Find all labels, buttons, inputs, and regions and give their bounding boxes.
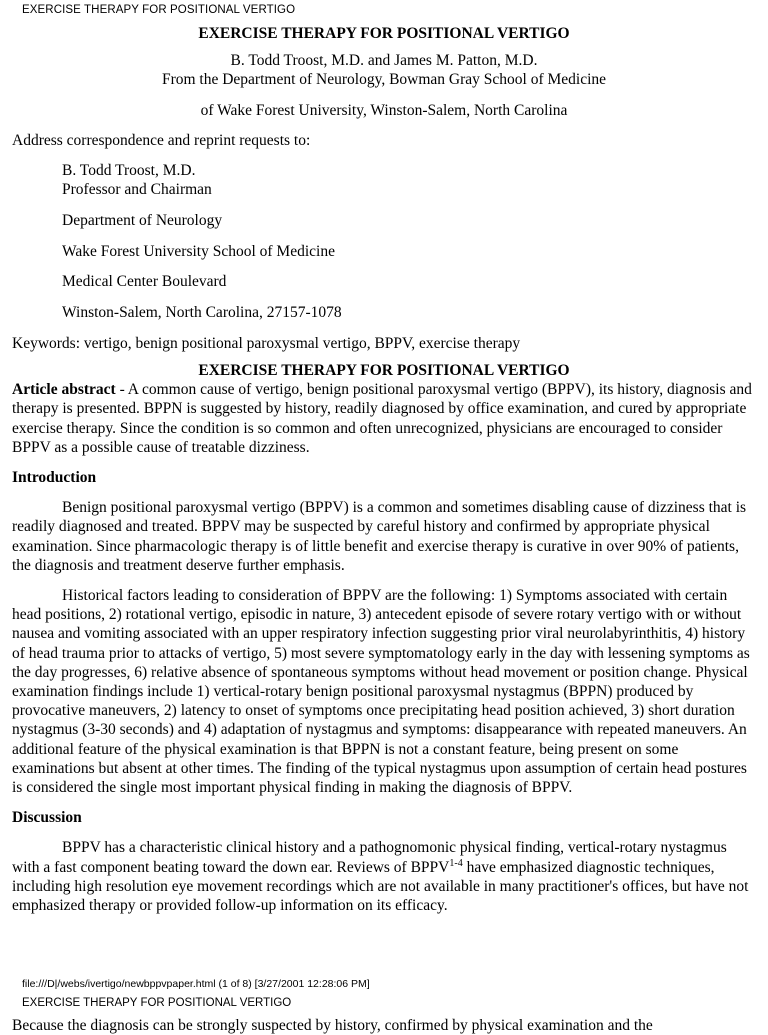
- abstract-text: - A common cause of vertigo, benign positional paroxysmal vertigo (BPPV), its history, diagnosis and therapy is presented. BPPN is suggested by history, readily diagnosed by office examination, and cured by appropriate exercise therapy. Since the condition is so common and often unrecognized, physicians are encouraged to consider BPPV as a possible cause of treatable dizziness.: [12, 381, 752, 456]
- address-department: Department of Neurology: [62, 211, 223, 229]
- discussion-text-before-citation: BPPV has a characteristic clinical history and a pathognomonic physical finding, vertical-rotary nystagmus with a fast component beating toward the down ear. Reviews of BPPV: [12, 839, 727, 876]
- keywords-line: Keywords: vertigo, benign positional paroxysmal vertigo, BPPV, exercise therapy: [12, 334, 521, 352]
- page-footer-source: file:///D|/webs/ivertigo/newbppvpaper.html (1 of 8) [3/27/2001 12:28:06 PM]: [22, 978, 370, 990]
- address-school: Wake Forest University School of Medicine: [62, 242, 335, 260]
- introduction-paragraph-2: Historical factors leading to consideration of BPPV are the following: 1) Symptoms associated with certain head positions, 2) rotational vertigo, episodic in nature, 3) antecedent episode of severe rotary vertigo with or without nausea and vomiting associated with an upper respiratory infection suggesting prior viral neurolabyrinthitis, 4) history of head trauma prior to attacks of vertigo, 5) most severe symptomatology early in the day with lessening symptoms as the day progresses, 6) relative absence of spontaneous symptoms without head movement or position change. Physical examination findings include 1) vertical-rotary benign positional paroxysmal nystagmus (BPPN) produced by provocative maneuvers, 2) latency to onset of symptoms once precipitating head position achieved, 3) short duration nystagmus (3-30 seconds) and 4) adaptation of nystagmus and symptoms: disappearance with repeated maneuvers. An additional feature of the physical examination is that BPPN is not a constant feature, being present on some examinations but absent at other times. The finding of the typical nystagmus upon assumption of certain head postures is considered the single most important physical finding in making the diagnosis of BPPV.: [12, 586, 750, 796]
- address-name: B. Todd Troost, M.D.: [62, 162, 196, 180]
- abstract-label: Article abstract: [12, 381, 116, 399]
- introduction-heading: Introduction: [12, 468, 97, 486]
- article-authors: B. Todd Troost, M.D. and James M. Patton, M.D.: [230, 52, 538, 70]
- address-position: Professor and Chairman: [62, 181, 212, 199]
- address-city: Winston-Salem, North Carolina, 27157-1078: [62, 304, 342, 322]
- abstract-section-title: EXERCISE THERAPY FOR POSITIONAL VERTIGO: [198, 361, 570, 379]
- next-page-cut-off-text: Because the diagnosis can be strongly suspected by history, confirmed by physical examination and the: [12, 1017, 653, 1034]
- running-header: EXERCISE THERAPY FOR POSITIONAL VERTIGO: [22, 4, 296, 16]
- citation-superscript: 1-4: [449, 857, 463, 869]
- article-affiliation-2: of Wake Forest University, Winston-Salem, North Carolina: [200, 101, 568, 119]
- address-street: Medical Center Boulevard: [62, 273, 227, 291]
- article-title: EXERCISE THERAPY FOR POSITIONAL VERTIGO: [198, 25, 570, 42]
- introduction-paragraph-1: Benign positional paroxysmal vertigo (BPPV) is a common and sometimes disabling cause of dizziness that is readily diagnosed and treated. BPPV may be suspected by careful history and confirmed by appropriate physical examination. Since pharmacologic therapy is of little benefit and exercise therapy is curative in over 90% of patients, the diagnosis and treatment deserve further emphasis.: [12, 499, 747, 574]
- correspondence-address: [62, 161, 756, 322]
- document-body: [12, 24, 756, 926]
- article-affiliation-1: From the Department of Neurology, Bowman Gray School of Medicine: [161, 71, 607, 89]
- next-page-running-header: EXERCISE THERAPY FOR POSITIONAL VERTIGO: [22, 997, 292, 1009]
- correspondence-intro: Address correspondence and reprint requests to:: [12, 131, 311, 149]
- discussion-paragraph-1: [12, 838, 756, 915]
- discussion-text-after-citation: have emphasized diagnostic techniques, including high resolution eye movement recordings which are not available in many practitioner's offices, but have not emphasized therapy or provided follow-up information on its efficacy.: [12, 858, 749, 915]
- abstract-paragraph: [12, 380, 756, 457]
- discussion-heading: Discussion: [12, 809, 82, 827]
